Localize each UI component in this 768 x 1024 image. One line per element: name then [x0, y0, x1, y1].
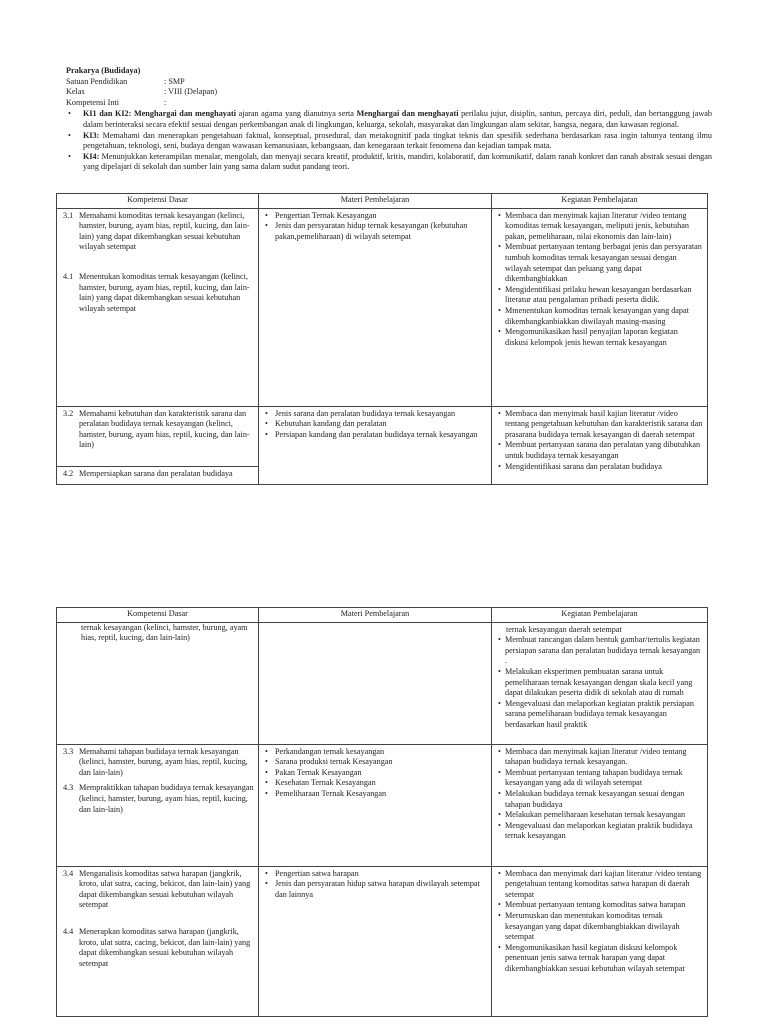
kd-cell [57, 866, 259, 1016]
kd-item: 3.4 Menganalisis komoditas satwa harapan (jangkrik, kroto, ulat sutra, cacing, bekicot, dan lain-lain) yang dapat dikembangkan sesuai kebutuhan wilayah setempat [63, 868, 251, 910]
list-item: • Membuat rancangan dalam bentuk gambar/tertulis kegiatan persiapan sarana dan peralatan budidaya ternak kesayangan . [498, 635, 701, 666]
bullet-icon: • [68, 130, 71, 140]
info-row-satuan: Satuan Pendidikan : SMP [66, 76, 185, 86]
curriculum-table-1 [56, 193, 708, 485]
table-row [57, 866, 708, 1016]
kd-cell [57, 744, 259, 866]
kd-item: 3.1 Memahami komoditas ternak kesayangan (kelinci, hamster, burung, ayam hias, reptil, kucing, dan lain-lain) yang dapat dikembangkan sesuai kebutuhan wilayah setempat [63, 210, 250, 252]
list-item: • Mengomunikasikan hasil penyajian laporan kegiatan diskusi kelompok jenis hewan ternak kesayangan [498, 327, 678, 347]
column-header: Materi Pembelajaran [259, 194, 492, 209]
list-item: • Membaca dan menyimak kajian literatur /video tentang komoditas ternak kesayangan, meliputi jenis, kebutuhan pakan, pemeliharaan, nilai ekonomis dan lain-lain) [498, 210, 689, 241]
kd-item: 4.1 Menentukan komoditas ternak kesayangan (kelinci, hamster, burung, ayam hias, reptil, kucing, dan lain-lain) yang dapat dikembangkan sesuai kebutuhan wilayah setempat [63, 271, 250, 313]
ki-item: • KI3: Memahami dan menerapkan pengetahuan faktual, konseptual, prosedural, dan metakognitif pada tingkat teknis dan spesifik sederhana berdasarkan rasa ingin tahunya tentang ilmu pengetahuan, teknologi, seni, budaya dengan wawasan kemanusiaan, kebangsaan, dan kenegaraan terkait fenomena dan kejadian tampak mata. [68, 130, 712, 151]
ki-item: • KI1 dan KI2: Menghargai dan menghayati ajaran agama yang dianutnya serta Menghargai dan menghayati perilaku jujur, disiplin, santun, percaya diri, peduli, dan bertanggung jawab dalam berinteraksi secara efektif sesuai dengan perkembangan anak di lingkungan, keluarga, sekolah, masyarakat dan lingkungan alam sekitar, bangsa, negara, dan kawasan regional. [68, 109, 712, 129]
materi-cell [259, 208, 492, 406]
list-item: • Merumuskan dan menentukan komoditas ternak kesayangan yang dapat dikembangbiakkan diwilayah setempat [498, 910, 680, 942]
kd-item: 4.2 Mempersiapkan sarana dan peralatan budidaya [63, 468, 233, 478]
list-item: • Pemeliharaan Ternak Kesayangan [265, 788, 387, 798]
list-item: • Kebutuhan kandang dan peralatan [265, 419, 387, 429]
document-header [66, 66, 712, 173]
kegiatan-cell [492, 208, 708, 406]
list-item: • Mengidentifikasi sarana dan peralatan budidaya [498, 461, 662, 471]
list-item: • Mengidentifikasi prilaku hewan kesayangan berdasarkan literatur atau pengalaman pribadi peserta didik. [498, 284, 692, 305]
list-item: • Melakukan budidaya ternak kesayangan sesuai dengan tahapan budidaya [498, 788, 685, 809]
subject-title: Prakarya (Budidaya) [66, 66, 141, 75]
info-row-kompetensi-inti: Kompetensi Inti : [66, 97, 167, 107]
kegiatan-cell [492, 744, 708, 866]
list-item: • Membaca dan menyimak hasil kajian literatur /video tentang pengetahuan kebutuhan dan karakteristik sarana dan prasarana budidaya ternak kesayangan di daerah setempat [498, 408, 703, 439]
table-row [57, 744, 708, 866]
kd-cell [57, 622, 259, 744]
curriculum-table-2 [56, 607, 708, 1017]
bullet-icon: • [68, 151, 71, 161]
kd-continuation: ternak kesayangan (kelinci, hamster, burung, ayam hias, reptil, kucing, dan lain-lain) [81, 622, 248, 643]
column-header: Materi Pembelajaran [259, 608, 492, 623]
list-item: • Sarana produksi ternak Kesayangan [265, 757, 393, 767]
table-row [57, 406, 708, 466]
list-item: • Membaca dan menyimak kajian literatur /video tentang tahapan budidaya ternak kesayangan. [498, 746, 687, 767]
list-item: • Membuat pertanyaan tentang tahapan budidaya ternak kesayangan yang ada di wilayah setempat [498, 767, 683, 788]
kd-item: 4.3 Mempraktikkan tahapan budidaya ternak kesayangan (kelinci, hamster, burung, ayam hias, reptil, kucing, dan lain-lain) [63, 783, 254, 814]
list-item: • Persiapan kandang dan peralatan budidaya ternak kesayangan [265, 429, 478, 439]
kd-item: 4.4 Menerapkan komoditas satwa harapan (jangkrik, kroto, ulat sutra, cacing, bekicot, dan lain-lain) yang dapat dikembangkan sesuai kebutuhan wilayah setempat [63, 926, 251, 968]
bullet-icon: • [68, 109, 71, 119]
materi-cell [259, 744, 492, 866]
list-item: • Jenis sarana dan peralatan budidaya ternak kesayangan [265, 408, 456, 418]
kegiatan-cell [492, 866, 708, 1016]
list-item: • Kesehatan Ternak Kesayangan [265, 778, 376, 788]
list-item: • Melakukan pemeliharaan kesehatan ternak kesayangan [498, 810, 686, 820]
info-row-kelas: Kelas : VIII (Delapan) [66, 87, 218, 97]
column-header: Kompetensi Dasar [57, 608, 259, 623]
kegiatan-continuation: ternak kesayangan daerah setempat [506, 624, 622, 634]
list-item: • Mengevaluasi dan melaporkan kegiatan praktik budidaya ternak kesayangan [498, 820, 693, 841]
table-header-row [57, 194, 708, 209]
materi-cell [259, 622, 492, 744]
kd-item: 3.3 Memahami tahapan budidaya ternak kesayangan (kelinci, hamster, burung, ayam hias, reptil, kucing, dan lain-lain) [63, 746, 248, 777]
list-item: • Membuat pertanyaan tentang berbagai jenis dan persyaratan tumbuh komoditas ternak kesayangan sesuai dengan wilayah setempat dan peluang yang dapat dikembangbiakkan [498, 242, 702, 284]
list-item: • Membuat pertanyaan sarana dan peralatan yang dibutuhkan untuk budidaya ternak kesayangan [498, 440, 701, 460]
list-item: • Mengomunikasikan hasil kegiatan diskusi kelompok penentuan jenis satwa ternak harapan yang dapat dikembangbiakkan sesuai kebutuhan wilayah setempat [498, 942, 685, 973]
kegiatan-cell [492, 622, 708, 744]
list-item: • Pakan Ternak Kesayangan [265, 767, 362, 777]
kegiatan-cell [492, 406, 708, 484]
ki-item: • KI4: Menunjukkan keterampilan menalar, mengolah, dan menyaji secara kreatif, produktif, kritis, mandiri, kolaboratif, dan komunikatif, dalam ranah konkret dan ranah abstrak sesuai dengan yang dipelajari di sekolah dan sumber lain yang sama dalam sudut pandang teori. [68, 151, 712, 172]
table-row [57, 208, 708, 406]
kd-item: 3.2 Memahami kebutuhan dan karakteristik sarana dan peralatan budidaya ternak kesayangan (kelinci, hamster, burung, ayam hias, reptil, kucing, dan lain-lain) [63, 408, 250, 450]
table-header-row [57, 608, 708, 623]
list-item: • Pengertian satwa harapan [265, 868, 359, 878]
kd-cell [57, 208, 259, 406]
ki-list [66, 109, 712, 173]
list-item: • Jenis dan persyaratan hidup ternak kesayangan (kebutuhan pakan,pemeliharaan) di wilayah setempat [265, 221, 468, 241]
column-header: Kompetensi Dasar [57, 194, 259, 209]
column-header: Kegiatan Pembelajaran [492, 194, 708, 209]
materi-cell [259, 866, 492, 1016]
list-item: • Membuat pertanyaan tentang komoditas satwa harapan [498, 900, 686, 910]
list-item: • Pengertian Ternak Kesayangan [265, 210, 377, 220]
table-row [57, 622, 708, 744]
list-item: • Jenis dan persyaratan hidup satwa harapan diwilayah setempat dan lainnya [265, 879, 480, 899]
list-item: • Membaca dan menyimak dari kajian literatur /video tentang pengetahuan tentang komoditas satwa harapan di daerah setempat [498, 868, 702, 899]
kd-cell [57, 406, 259, 466]
list-item: • Mmenentukan komoditas ternak kesayangan yang dapat dikembangkanbiakkan diwilayah masing-masing [498, 305, 689, 326]
list-item: • Mengevaluasi dan melaporkan kegiatan praktik persiapan sarana pemeliharaan budidaya ternak kesayangan berdasarkan hasil praktik [498, 698, 694, 729]
column-header: Kegiatan Pembelajaran [492, 608, 708, 623]
materi-cell [259, 406, 492, 484]
list-item: • Perkandangan ternak kesayangan [265, 746, 385, 756]
kd-cell [57, 466, 259, 484]
list-item: • Melakukan eksperimen pembuatan sarana untuk pemeliharaan ternak kesayangan dengan skala kecil yang dapat dilakukan peserta didik di sekolah atau di rumah [498, 666, 693, 698]
